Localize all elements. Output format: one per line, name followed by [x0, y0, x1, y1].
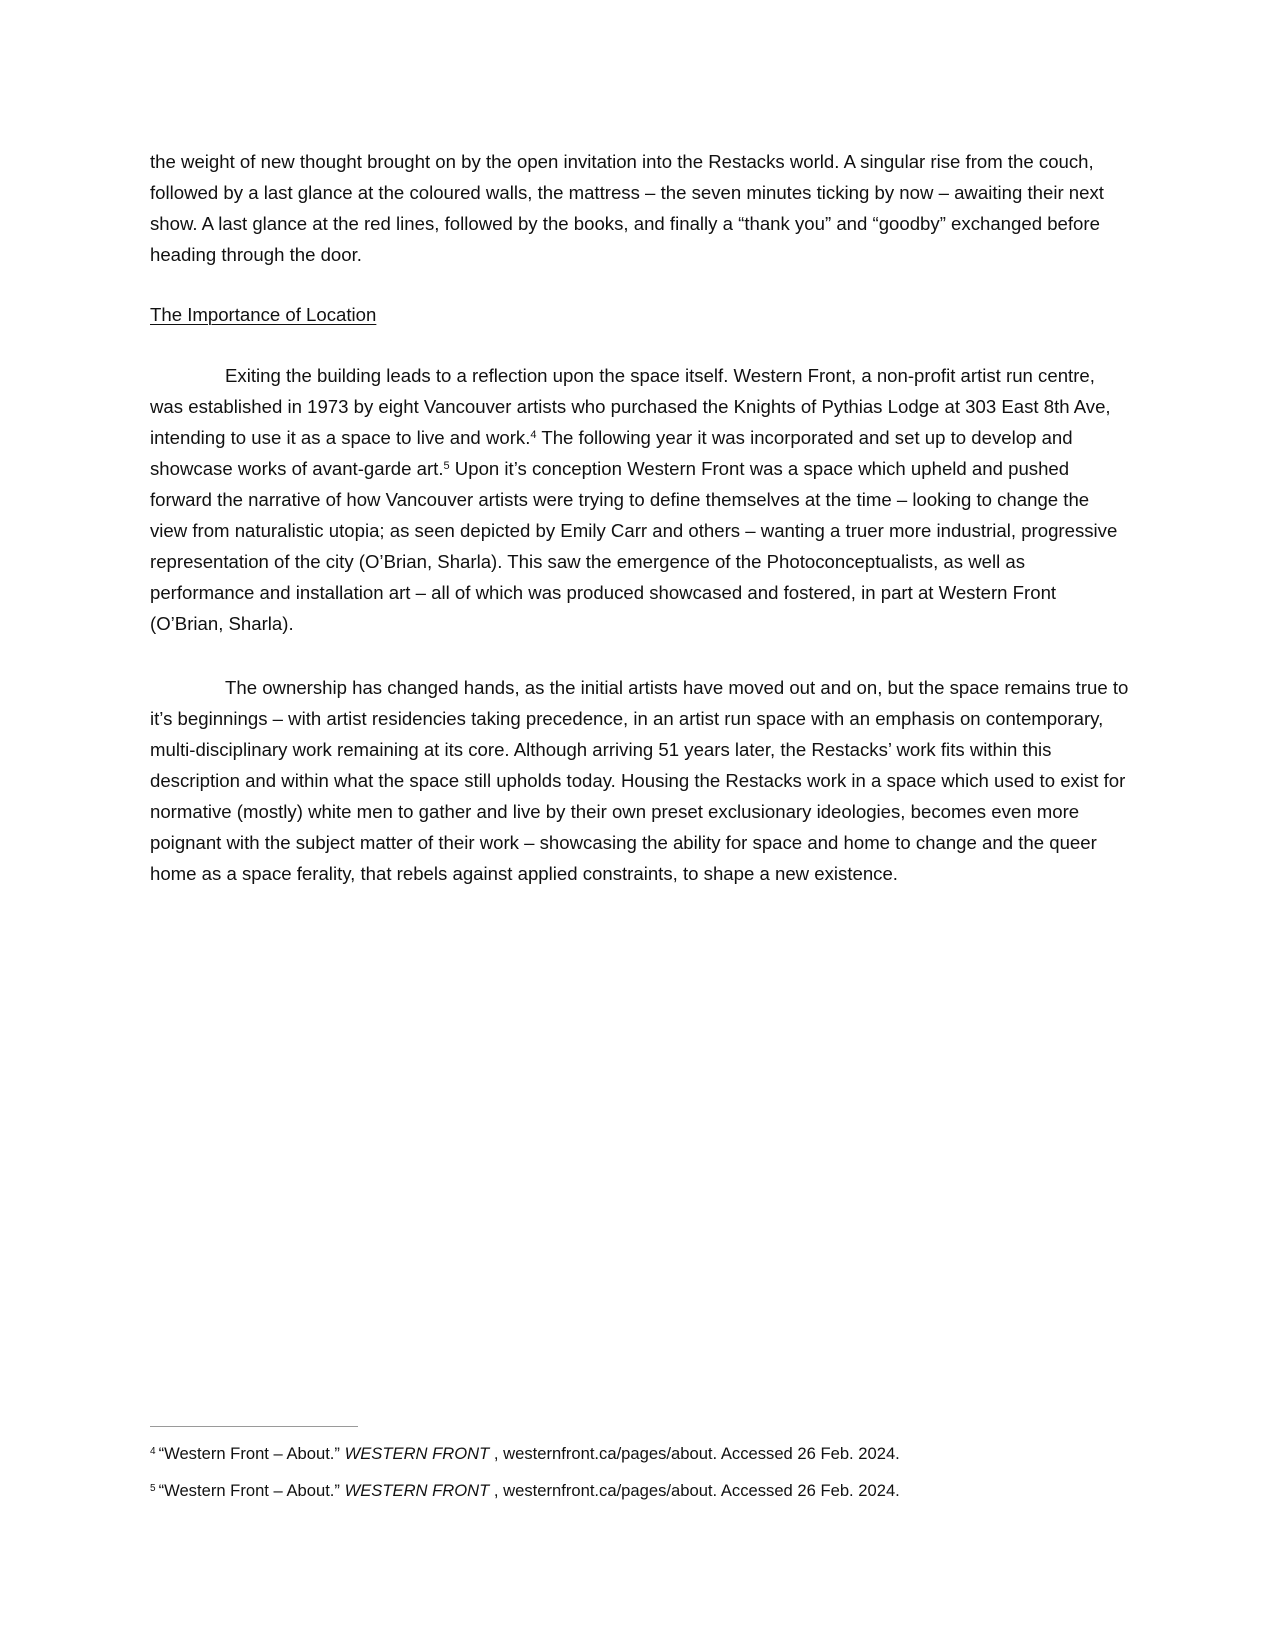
footnote-divider — [150, 1426, 358, 1427]
section-heading: The Importance of Location — [150, 304, 377, 325]
footnote-4 — [150, 1443, 1150, 1465]
paragraph-ownership: The ownership has changed hands, as the initial artists have moved out and on, but the space remains true to it’s beginnings – with artist residencies taking precedence, in an artist run space with an emphasis on contemporary, multi-disciplinary work remaining at its core. Although arriving 51 years later, the Restacks’ work fits within this description and within what the space still upholds today. Housing the Restacks work in a space which used to exist for normative (mostly) white men to gather and live by their own preset exclusionary ideologies, becomes even more poignant with the subject matter of their work – showcasing the ability for space and home to change and the queer home as a space ferality, that rebels against applied constraints, to shape a new existence. — [150, 677, 1129, 884]
footnote-lead: “Western Front – About.” — [158, 1444, 345, 1463]
footnote-number: 5 — [150, 1482, 156, 1494]
footnote-citation-tail: , westernfront.ca/pages/about. Accessed 26 Feb. 2024. — [489, 1481, 900, 1500]
footnote-source-title: WESTERN FRONT — [344, 1481, 490, 1500]
paragraph-one-text-c: Upon it’s conception Western Front was a space which upheld and pushed forward the narrative of how Vancouver artists were trying to define themselves at the time – looking to change the view from naturalistic utopia; as seen depicted by Emily Carr and others – wanting a truer more industrial, progressive representation of the city (O’Brian, Sharla). This saw the emergence of the Photoconceptualists, as well as performance and installation art – all of which was produced showcased and fostered, in part at Western Front (O’Brian, Sharla). — [150, 458, 1118, 634]
intro-paragraph: the weight of new thought brought on by the open invitation into the Restacks world. A singular rise from the couch, followed by a last glance at the coloured walls, the mattress – the seven minutes ticking by now – awaiting their next show. A last glance at the red lines, followed by the books, and finally a “thank you” and “goodby” exchanged before heading through the door. — [150, 151, 1104, 265]
footnote-lead: “Western Front – About.” — [158, 1481, 345, 1500]
footnote-reference-5: 5 — [443, 459, 450, 472]
paragraph-one-text-a: Exiting the building leads to a reflection upon the space itself. Western Front, a non-profit artist run centre, was established in 1973 by eight Vancouver artists who purchased the Knights of Pythias Lodge at 303 East 8th Ave, intending to use it as a space to live and work. — [150, 365, 1111, 448]
footnote-number: 4 — [150, 1445, 156, 1457]
footnote-reference-4: 4 — [530, 428, 537, 441]
paragraph-location-history — [150, 360, 1130, 639]
footnote-5 — [150, 1480, 1150, 1502]
footnote-source-title: WESTERN FRONT — [344, 1444, 490, 1463]
footnote-citation-tail: , westernfront.ca/pages/about. Accessed 26 Feb. 2024. — [489, 1444, 900, 1463]
paragraph-one-text-b: The following year it was incorporated and set up to develop and showcase works of avant-garde art. — [150, 427, 1073, 479]
